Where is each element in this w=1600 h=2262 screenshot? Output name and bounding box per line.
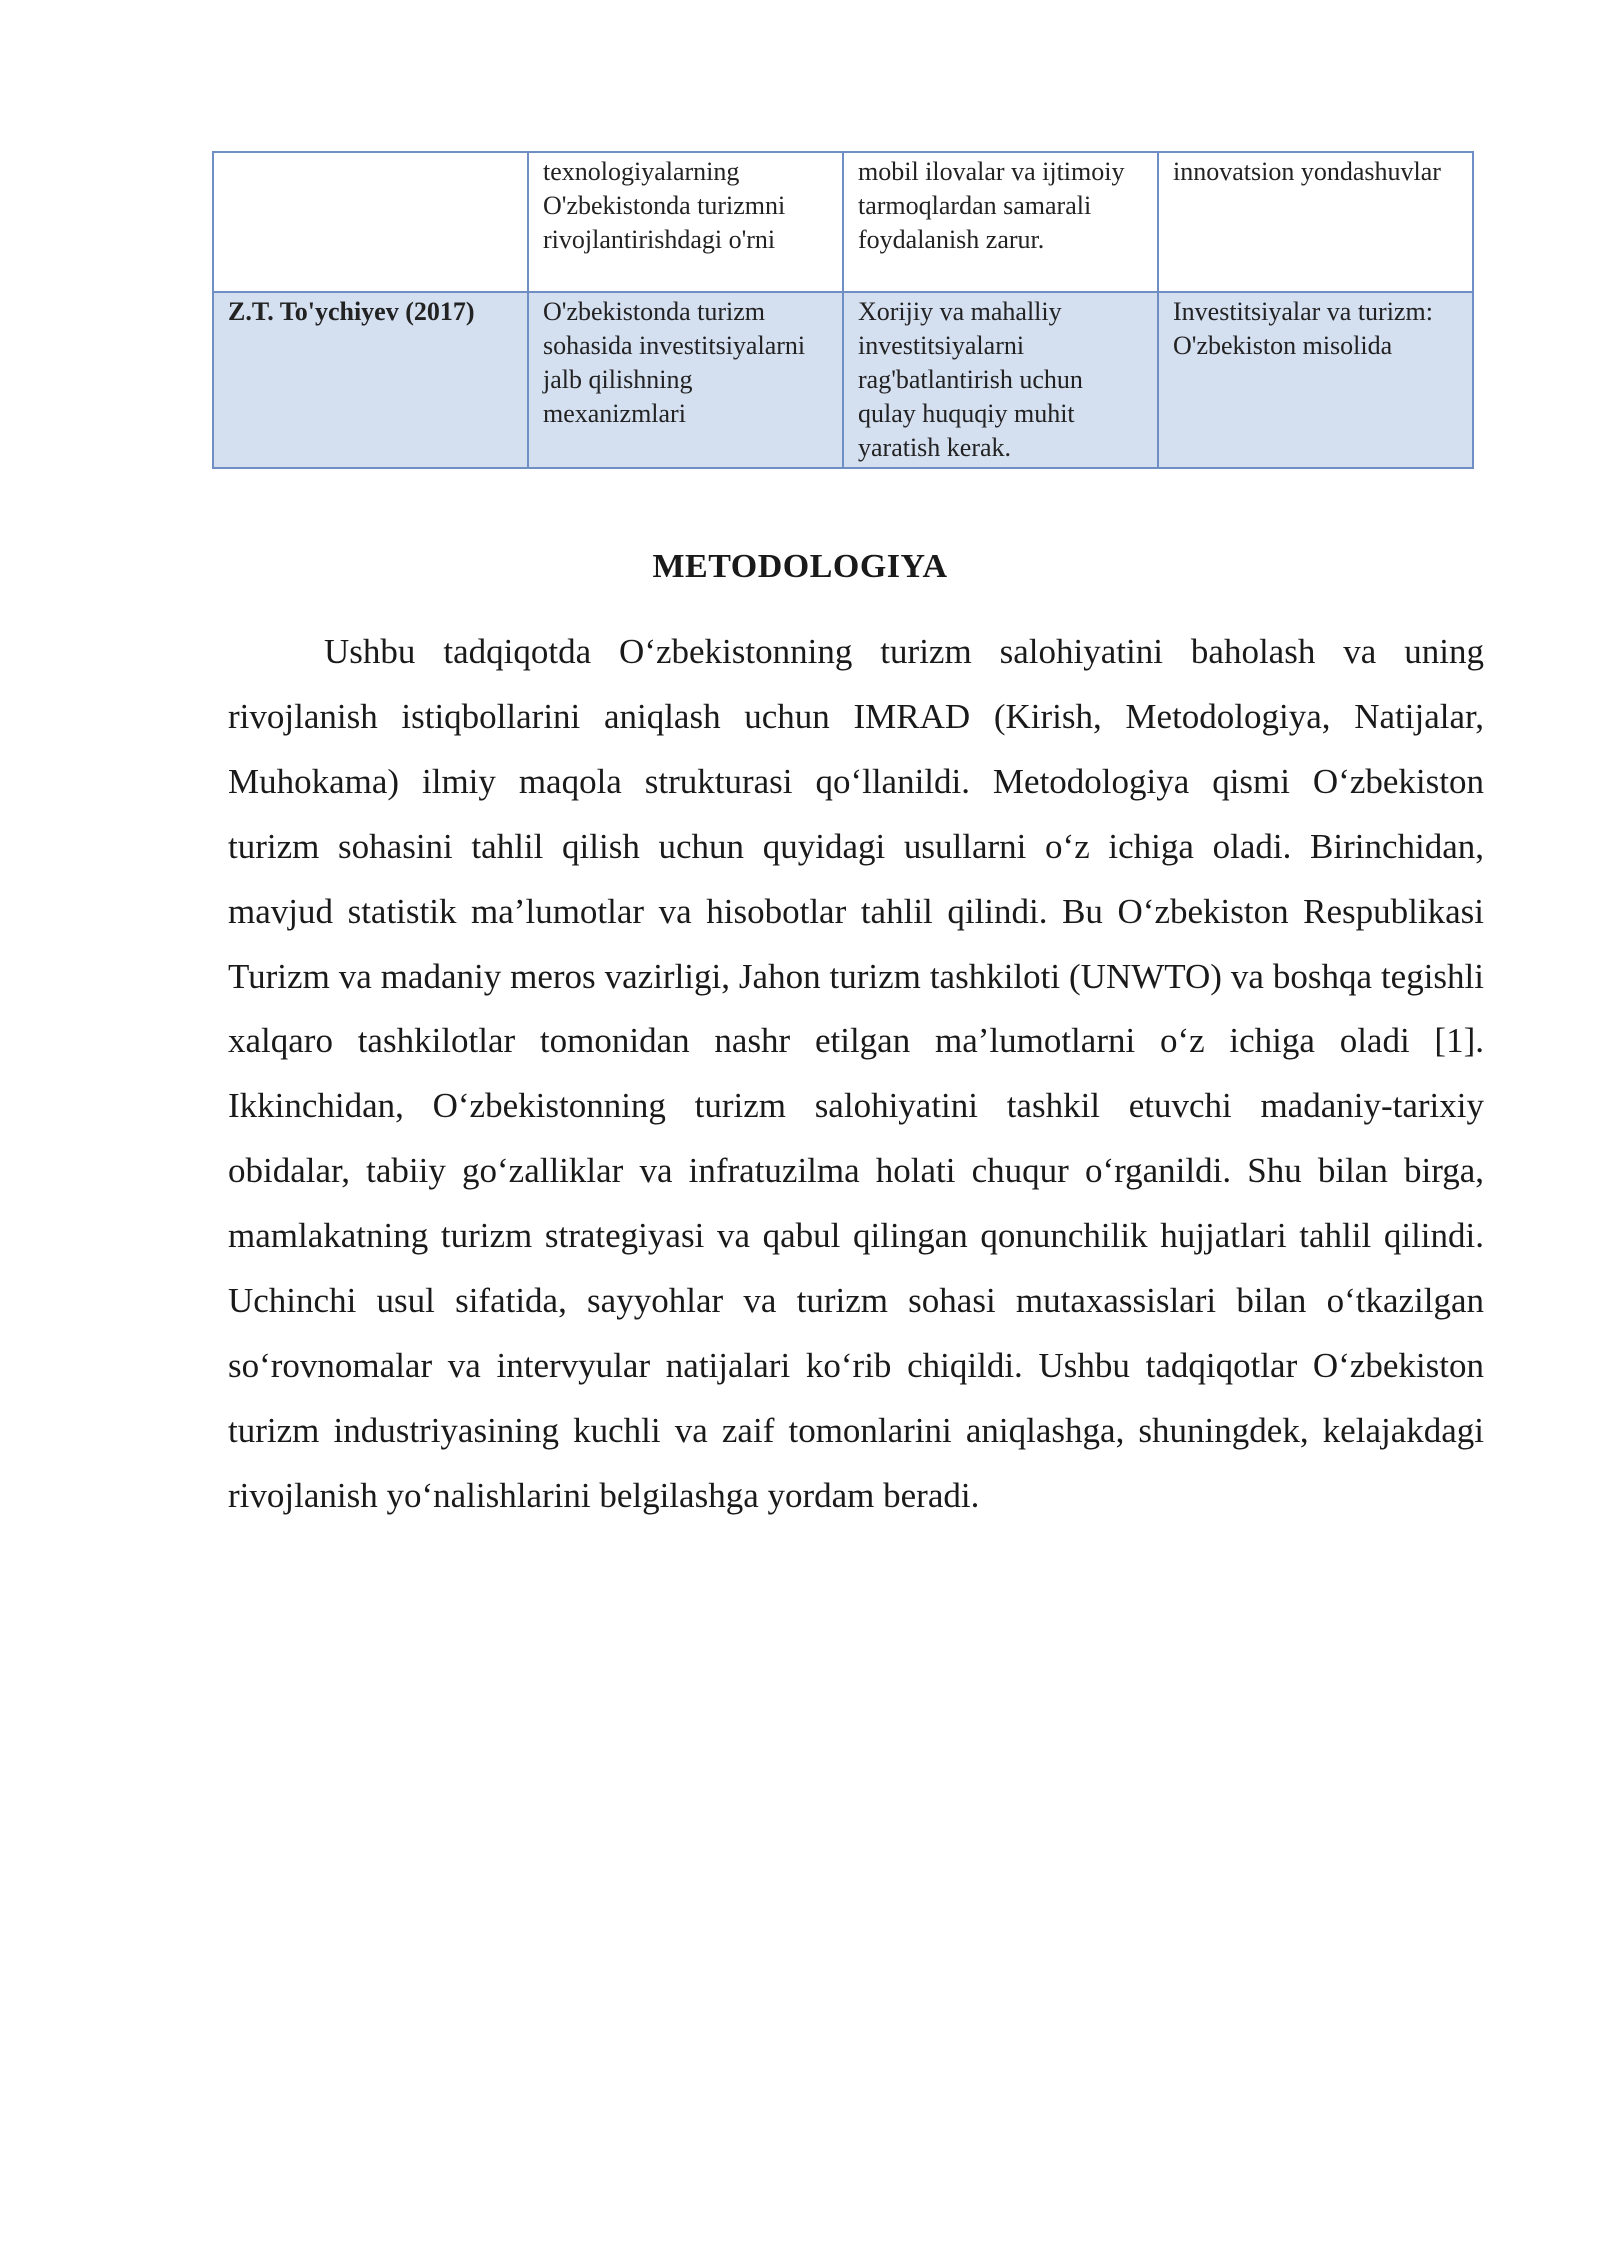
author-cell: Z.T. To'ychiyev (2017) <box>213 292 528 468</box>
topic-cell: Investitsiyalar va turizm: O'zbekiston misolida <box>1158 292 1473 468</box>
title-cell: texnologiyalarning O'zbekistonda turizmni rivojlantirishdagi o'rni <box>528 152 843 292</box>
topic-cell: innovatsion yondashuvlar <box>1158 152 1473 292</box>
table-row <box>213 292 1473 468</box>
title-cell: O'zbekistonda turizm sohasida investitsiyalarni jalb qilishning mexanizmlari <box>528 292 843 468</box>
finding-cell: Xorijiy va mahalliy investitsiyalarni rag'batlantirish uchun qulay huquqiy muhit yaratish kerak. <box>843 292 1158 468</box>
finding-cell: mobil ilovalar va ijtimoiy tarmoqlardan samarali foydalanish zarur. <box>843 152 1158 292</box>
table-row <box>213 152 1473 292</box>
methodology-paragraph: Ushbu tadqiqotda O‘zbekistonning turizm salohiyatini baholash va uning rivojlanish istiqbollarini aniqlash uchun IMRAD (Kirish, Metodologiya, Natijalar, Muhokama) ilmiy maqola strukturasi qo‘llanildi. Metodologiya qismi O‘zbekiston turizm sohasini tahlil qilish uchun quyidagi usullarni o‘z ichiga oladi. Birinchidan, mavjud statistik ma’lumotlar va hisobotlar tahlil qilindi. Bu O‘zbekiston Respublikasi Turizm va madaniy meros vazirligi, Jahon turizm tashkiloti (UNWTO) va boshqa tegishli xalqaro tashkilotlar tomonidan nashr etilgan ma’lumotlarni o‘z ichiga oladi [1]. Ikkinchidan, O‘zbekistonning turizm salohiyatini tashkil etuvchi madaniy-tarixiy obidalar, tabiiy go‘zalliklar va infratuzilma holati chuqur o‘rganildi. Shu bilan birga, mamlakatning turizm strategiyasi va qabul qilingan qonunchilik hujjatlari tahlil qilindi. Uchinchi usul sifatida, sayyohlar va turizm sohasi mutaxassislari bilan o‘tkazilgan so‘rovnomalar va intervyular natijalari ko‘rib chiqildi. Ushbu tadqiqotlar O‘zbekiston turizm industriyasining kuchli va zaif tomonlarini aniqlashga, shuningdek, kelajakdagi rivojlanish yo‘nalishlarini belgilashga yordam beradi. <box>228 632 1484 1515</box>
literature-review-table <box>212 151 1474 469</box>
author-cell <box>213 152 528 292</box>
section-heading: METODOLOGIYA <box>652 548 948 585</box>
